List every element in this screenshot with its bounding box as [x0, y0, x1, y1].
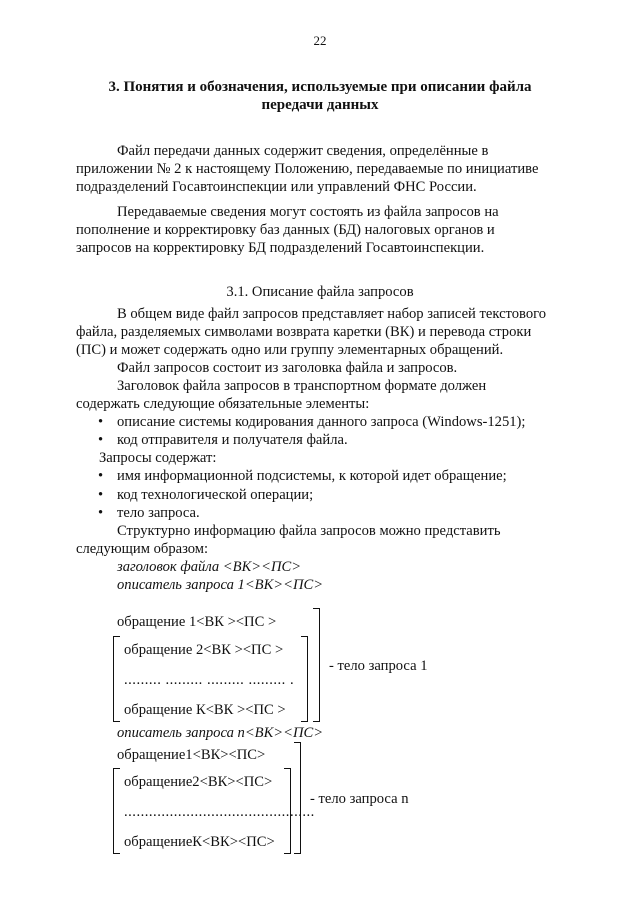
block1-request1: обращение 1<ВК ><ПС >	[117, 614, 277, 630]
block1-requestK: обращение К<ВК ><ПС >	[124, 702, 286, 718]
bullet-icon: •	[98, 468, 104, 484]
outer-right-bracket	[313, 608, 320, 722]
block2-request1: обращение1<ВК><ПС>	[117, 747, 266, 763]
paragraph-1-line2: приложении № 2 к настоящему Положению, передаваемые по инициативе	[76, 161, 539, 177]
paragraph-3-line2: файла, разделяемых символами возврата каретки (ВК) и перевода строки	[76, 324, 532, 340]
file-header-line: заголовок файла <ВК><ПС>	[117, 559, 302, 575]
bullet-icon: •	[98, 487, 104, 503]
section-heading	[60, 78, 580, 114]
paragraph-2-line2: пополнение и корректировку баз данных (БД) налоговых органов и	[76, 222, 495, 238]
paragraph-6-line1: Структурно информацию файла запросов можно представить	[117, 523, 501, 539]
bullet-icon: •	[98, 505, 104, 521]
paragraph-2-line1: Передаваемые сведения могут состоять из файла запросов на	[117, 204, 499, 220]
block2-dots: ..............................................	[124, 804, 315, 820]
block2-label: - тело запроса n	[310, 791, 409, 807]
list2-item: имя информационной подсистемы, к которой идет обращение;	[117, 468, 507, 484]
inner-left-bracket	[113, 636, 120, 722]
block1-label: - тело запроса 1	[329, 658, 428, 674]
paragraph-6-line2: следующим образом:	[76, 541, 209, 557]
paragraph-1-line3: подразделений Госавтоинспекции или управлений ФНС России.	[76, 179, 477, 195]
paragraph-5-line2: содержать следующие обязательные элементы:	[76, 396, 370, 412]
outer-right-bracket	[294, 742, 301, 854]
list1-item: описание системы кодирования данного запроса (Windows-1251);	[117, 414, 526, 430]
list2-item: тело запроса.	[117, 505, 200, 521]
paragraph-3-line1: В общем виде файл запросов представляет набор записей текстового	[117, 306, 547, 322]
bullet-icon: •	[98, 414, 104, 430]
subsection-heading: 3.1. Описание файла запросов	[226, 284, 414, 300]
inner-right-bracket	[284, 768, 291, 854]
list1-item: код отправителя и получателя файла.	[117, 432, 348, 448]
requests-contain-label: Запросы содержат:	[99, 450, 217, 466]
inner-right-bracket	[301, 636, 308, 722]
block1-dots: ......... ......... ......... ......... .	[124, 672, 295, 688]
paragraph-3-line3: (ПС) и может содержать одно или группу элементарных обращений.	[76, 342, 504, 358]
bullet-icon: •	[98, 432, 104, 448]
paragraph-4: Файл запросов состоит из заголовка файла и запросов.	[117, 360, 458, 376]
list2-item: код технологической операции;	[117, 487, 314, 503]
request1-descriptor-line: описатель запроса 1<ВК><ПС>	[117, 577, 324, 593]
block1-request2: обращение 2<ВК ><ПС >	[124, 642, 284, 658]
request-n-descriptor-line: описатель запроса n<ВК><ПС>	[117, 725, 324, 741]
block2-requestK: обращениеК<ВК><ПС>	[124, 834, 275, 850]
paragraph-5-line1: Заголовок файла запросов в транспортном формате должен	[117, 378, 487, 394]
section-heading-line1: 3. Понятия и обозначения, используемые при описании файла	[108, 79, 532, 95]
page-number: 22	[313, 33, 327, 48]
block2-request2: обращение2<ВК><ПС>	[124, 774, 273, 790]
inner-left-bracket	[113, 768, 120, 854]
paragraph-2-line3: запросов на корректировку БД подразделений Госавтоинспекции.	[76, 240, 485, 256]
section-heading-line2: передачи данных	[261, 97, 379, 113]
paragraph-1-line1: Файл передачи данных содержит сведения, определённые в	[117, 143, 489, 159]
